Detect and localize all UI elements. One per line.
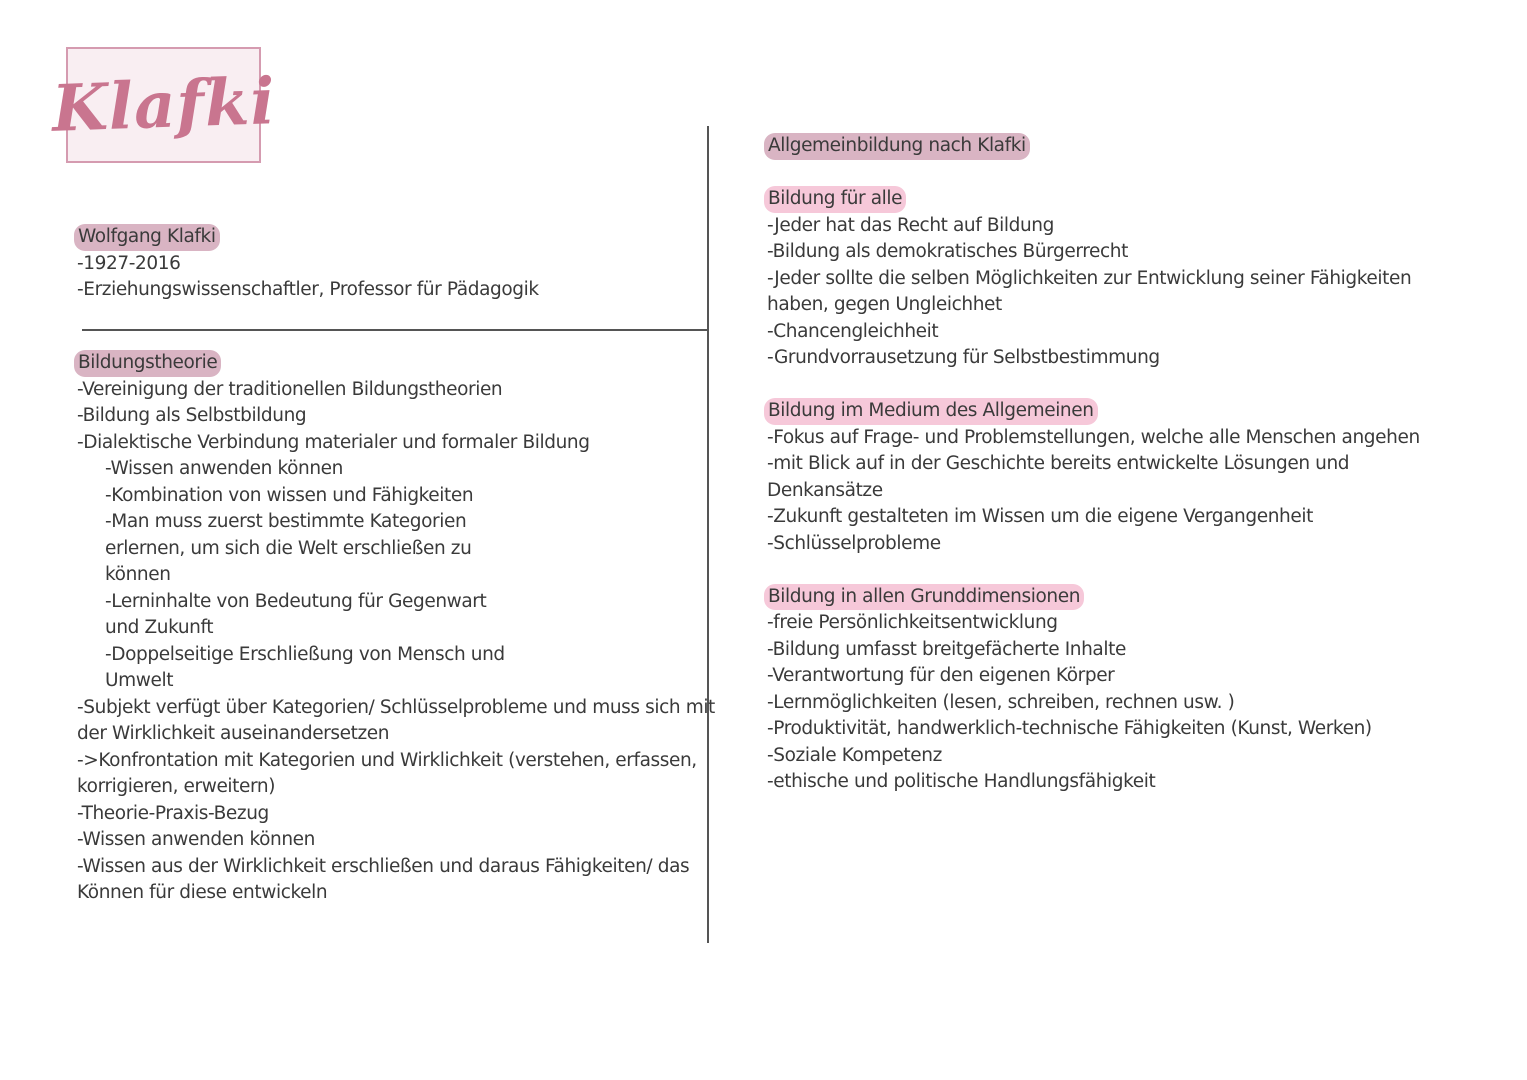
section-line: -Chancengleichheit <box>767 320 939 342</box>
horizontal-divider <box>82 329 708 331</box>
section-line: -Zukunft gestalteten im Wissen um die eigene Vergangenheit <box>767 506 1313 527</box>
theory-heading: Bildungstheorie <box>74 350 221 377</box>
section-heading-bildung-fuer-alle: Bildung für alle <box>764 186 906 213</box>
section-line: -Jeder sollte die selben Möglichkeiten zur Entwicklung seiner Fähigkeiten <box>767 267 1412 289</box>
person-line: -1927-2016 <box>77 252 181 274</box>
theory-line: -Man muss zuerst bestimmte Kategorien <box>105 511 467 532</box>
section-line: -Bildung umfasst breitgefächerte Inhalte <box>767 638 1126 660</box>
theory-line: -Wissen anwenden können <box>77 829 315 850</box>
theory-line: -Doppelseitige Erschließung von Mensch und <box>105 643 505 665</box>
general-heading: Allgemeinbildung nach Klafki <box>764 133 1030 160</box>
theory-line: -Lerninhalte von Bedeutung für Gegenwart <box>105 590 487 612</box>
theory-line: können <box>105 564 171 585</box>
section-line: -Schlüsselprobleme <box>767 532 941 554</box>
title-box <box>50 47 277 163</box>
section-heading-medium-allgemeinen: Bildung im Medium des Allgemeinen <box>764 398 1098 425</box>
theory-line: und Zukunft <box>105 617 214 638</box>
person-block <box>77 224 539 304</box>
section-line: -Fokus auf Frage- und Problemstellungen, welche alle Menschen angehen <box>767 426 1420 448</box>
page-title: Klafki <box>50 63 277 147</box>
theory-line: ->Konfrontation mit Kategorien und Wirklichkeit (verstehen, erfassen, <box>77 749 697 771</box>
section-line: -Grundvorrausetzung für Selbstbestimmung <box>767 347 1160 368</box>
section-heading-grunddimensionen: Bildung in allen Grunddimensionen <box>764 584 1084 611</box>
person-heading: Wolfgang Klafki <box>74 224 220 251</box>
theory-line: korrigieren, erweitern) <box>77 776 276 797</box>
section-line: -ethische und politische Handlungsfähigkeit <box>767 771 1156 792</box>
section-line: -Lernmöglichkeiten (lesen, schreiben, rechnen usw. ) <box>767 691 1235 713</box>
section-line: haben, gegen Ungleichhet <box>767 294 1002 315</box>
theory-line: erlernen, um sich die Welt erschließen zu <box>105 537 472 559</box>
section-line: -Verantwortung für den eigenen Körper <box>767 665 1115 686</box>
section-line: -Jeder hat das Recht auf Bildung <box>767 214 1054 236</box>
section-line: -Produktivität, handwerklich-technische Fähigkeiten (Kunst, Werken) <box>767 718 1372 739</box>
theory-line: -Bildung als Selbstbildung <box>77 405 307 426</box>
theory-line: -Dialektische Verbindung materialer und formaler Bildung <box>77 431 590 453</box>
general-block <box>767 133 1420 796</box>
theory-line: -Subjekt verfügt über Kategorien/ Schlüsselprobleme und muss sich mit <box>77 696 715 718</box>
section-line: -Soziale Kompetenz <box>767 744 942 766</box>
theory-line: der Wirklichkeit auseinandersetzen <box>77 723 390 744</box>
theory-line: -Theorie-Praxis-Bezug <box>77 802 269 824</box>
section-line: -mit Blick auf in der Geschichte bereits entwickelte Lösungen und <box>767 453 1350 474</box>
section-line: -Bildung als demokratisches Bürgerrecht <box>767 241 1128 262</box>
theory-line: -Wissen aus der Wirklichkeit erschließen und daraus Fähigkeiten/ das <box>77 855 690 877</box>
section-line: -freie Persönlichkeitsentwicklung <box>767 612 1058 633</box>
theory-line: Umwelt <box>105 670 174 691</box>
theory-block <box>77 350 715 907</box>
person-line: -Erziehungswissenschaftler, Professor für Pädagogik <box>77 279 539 300</box>
theory-line: -Kombination von wissen und Fähigkeiten <box>105 484 474 506</box>
theory-line: Können für diese entwickeln <box>77 882 328 903</box>
theory-line: -Wissen anwenden können <box>105 458 343 479</box>
theory-line: -Vereinigung der traditionellen Bildungstheorien <box>77 378 503 400</box>
section-line: Denkansätze <box>767 479 883 501</box>
